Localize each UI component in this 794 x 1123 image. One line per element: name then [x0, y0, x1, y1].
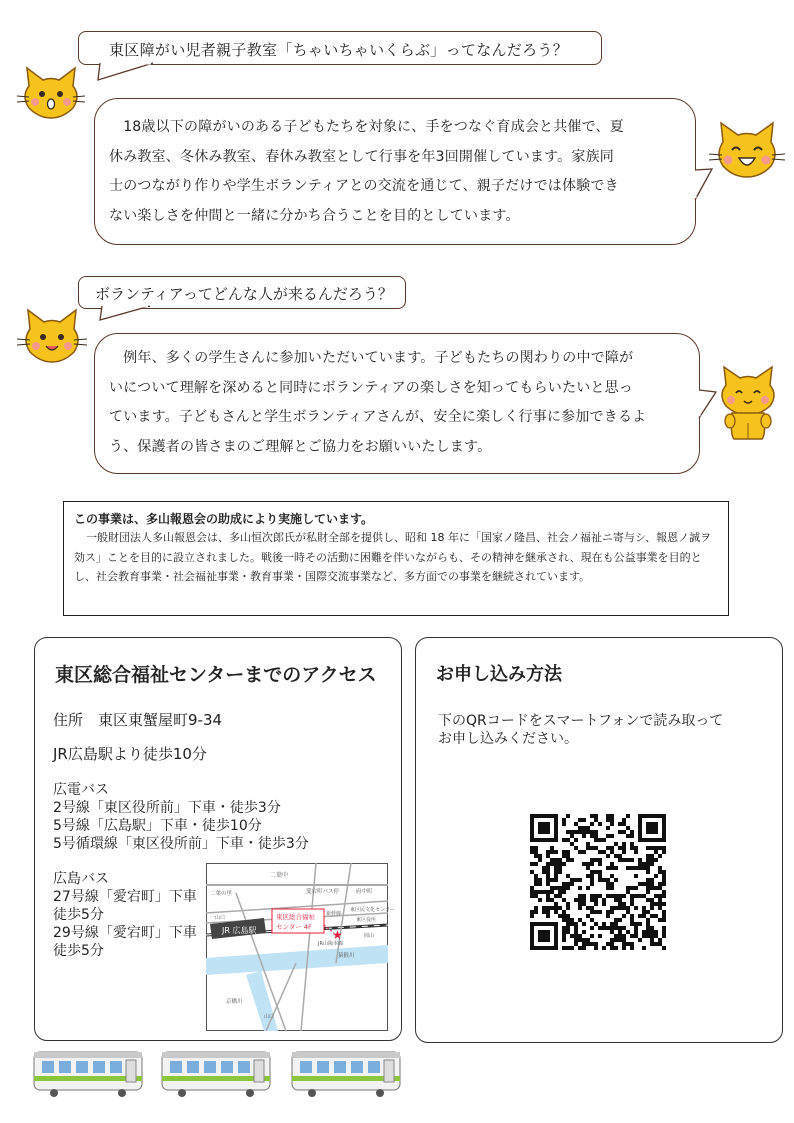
cat-standing-icon	[712, 365, 784, 441]
svg-text:二葉の里: 二葉の里	[210, 891, 233, 897]
qr-code[interactable]	[530, 814, 666, 950]
question-bubble-1	[78, 31, 602, 65]
destination-star-icon: ★	[332, 928, 343, 942]
cat-laughing-icon	[707, 120, 787, 180]
notice-body: 一般財団法人多山報恩会は、多山恒次郎氏が私財全部を提供し、昭和 18 年に「国家ノ隆昌、社会ノ福祉ニ寄与シ、報恩ノ誠ヲ効ス」ことを目的に設立されました。戦後一時その活動に困難を伴いながらも、その精神を継承され、現在も公益事業を目的とし、社会教育事業・社会福祉事業・教育事業・国際交流事業など、多方面での事業を継続されています。	[74, 531, 712, 583]
svg-text:新幹線: 新幹線	[326, 911, 342, 917]
svg-text:東区民文化センター: 東区民文化センター	[350, 907, 395, 913]
access-bus-hiroshima: 広島バス 27号線「愛宕町」下車 徒歩5分 29号線「愛宕町」下車 徒歩5分	[53, 871, 197, 959]
answer-text-1: 18歳以下の障がいのある子どもたちを対象に、手をつなぐ育成会と共催で、夏 休み教室、冬休み教室、春休み教室として行事を年3回開催しています。家族同 士のつながり作りや学生ボランティアとの交流を通じて、親子だけでは体験でき ない楽しさを仲間と一緒に分かち合うことを目的としています。	[109, 119, 624, 224]
svg-text:東区役所: 東区役所	[356, 917, 377, 923]
apply-text: 下のQRコードをスマートフォンで読み取って お申し込みください。	[438, 713, 724, 747]
bubble-tail-q2	[100, 305, 160, 323]
access-map	[206, 863, 395, 1031]
access-address: 住所 東区東蟹屋町9-34	[53, 711, 223, 729]
train-icon	[290, 1046, 402, 1098]
funding-notice	[63, 501, 729, 616]
access-bus-hiroden: 広電バス 2号線「東区役所前」下車・徒歩3分 5号線「広島駅」下車・徒歩10分 5号循環線「東区役所前」下車・徒歩3分	[53, 782, 309, 852]
question-text-1: 東区障がい児者親子教室「ちゃいちゃいくらぶ」ってなんだろう？	[109, 41, 569, 59]
svg-text:京橋川: 京橋川	[226, 999, 243, 1005]
bubble-tail-q1	[98, 62, 168, 82]
answer-text-2: 例年、多くの学生さんに参加いただいています。子どもたちの関わりの中で障が いについて理解を深めると同時にボランティアの楽しさを知ってもらいたいと思っ ています。子どもさんと学生ボランティアさんが、安全に楽しく行事に参加できるよ う、保護者の皆さまのご理解とご協力をお願いいたします。	[109, 350, 647, 455]
answer-bubble-2	[94, 333, 700, 474]
svg-text:センター 4F: センター 4F	[276, 923, 312, 931]
svg-text:JR山陽本線: JR山陽本線	[318, 941, 343, 947]
answer-bubble-1	[94, 98, 696, 245]
svg-text:一山口: 一山口	[210, 915, 226, 921]
notice-title: この事業は、多山報恩会の助成により実施しています。	[74, 512, 374, 526]
cat-surprised-icon	[15, 66, 87, 120]
access-title: 東区総合福祉センターまでのアクセス	[55, 664, 377, 686]
access-walk: JR広島駅より徒歩10分	[53, 745, 207, 763]
svg-text:二葉中: 二葉中	[270, 872, 289, 879]
svg-text:猿猴川: 猿猴川	[338, 953, 355, 959]
apply-title: お申し込み方法	[436, 664, 562, 685]
train-icon	[32, 1046, 144, 1098]
svg-text:東区総合福祉: 東区総合福祉	[276, 913, 315, 921]
svg-text:愛宕町バス停: 愛宕町バス停	[306, 889, 340, 895]
svg-text:山口: 山口	[264, 1014, 275, 1020]
question-text-2: ボランティアってどんな人が来るんだろう？	[95, 285, 393, 303]
cat-smiling-icon	[15, 308, 89, 364]
train-icon	[160, 1046, 272, 1098]
svg-text:岡山: 岡山	[364, 933, 375, 939]
svg-text:JR 広島駅: JR 広島駅	[222, 926, 257, 935]
svg-text:府中町: 府中町	[356, 889, 373, 895]
